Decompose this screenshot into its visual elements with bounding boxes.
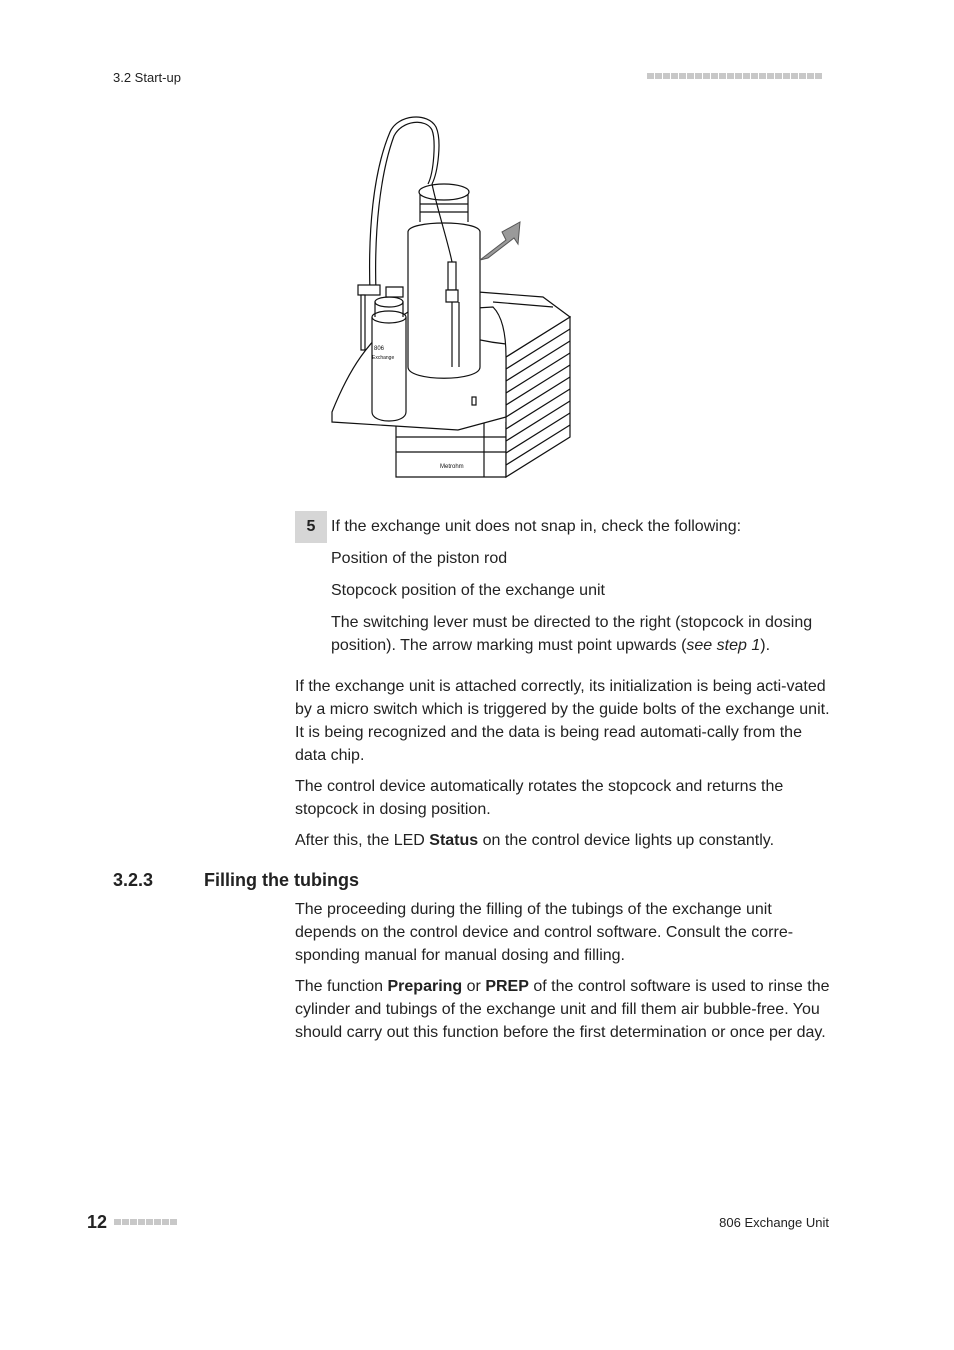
check-piston-rod: Position of the piston rod xyxy=(331,550,508,567)
step-intro: If the exchange unit does not snap in, check the following: xyxy=(331,518,742,535)
step-cross-reference: see step 1 xyxy=(686,637,761,654)
running-header-section: 3.2 Start-up xyxy=(113,70,181,85)
section-number: 3.2.3 xyxy=(113,870,154,890)
header-decoration-dots xyxy=(647,73,822,79)
paragraph-stopcock-rotation: The control device automatically rotates the stopcock and returns the stopcock in dosing position. xyxy=(295,778,784,818)
direction-arrow xyxy=(480,222,520,260)
document-title: 806 Exchange Unit xyxy=(719,1215,829,1230)
check-stopcock-position: Stopcock position of the exchange unit xyxy=(331,582,605,599)
check-switching-lever: The switching lever must be directed to the right (stopcock in dosing position). The arrow marking must point upwards (see step 1). xyxy=(331,614,813,654)
step-number-badge: 5 xyxy=(295,511,327,543)
section-title: Filling the tubings xyxy=(204,870,359,890)
paragraph-preparing-function: The function Preparing or PREP of the control software is used to rinse the cylinder and tubings of the exchange unit and fill them air bubble-free. You should carry out this function before the first determination or once per day. xyxy=(295,978,830,1041)
page-number: 12 xyxy=(87,1212,108,1232)
paragraph-filling-procedure: The proceeding during the filling of the tubings of the exchange unit depends on the control device and control software. Consult the corre-sponding manual for manual dosing and filling. xyxy=(295,901,794,964)
svg-text:806: 806 xyxy=(374,346,385,352)
paragraph-initialization: If the exchange unit is attached correctly, its initialization is being acti-vated by a micro switch which is triggered by the guide bolts of the exchange unit. It is being recognized and the data is being read automati-cally from the data chip. xyxy=(295,678,830,764)
footer-decoration-dots xyxy=(114,1219,177,1225)
svg-text:Exchange: Exchange xyxy=(372,355,395,361)
exchange-unit-illustration xyxy=(328,112,574,490)
paragraph-led-status: After this, the LED Status on the control device lights up constantly. xyxy=(295,832,775,849)
svg-text:Metrohm: Metrohm xyxy=(440,464,464,470)
